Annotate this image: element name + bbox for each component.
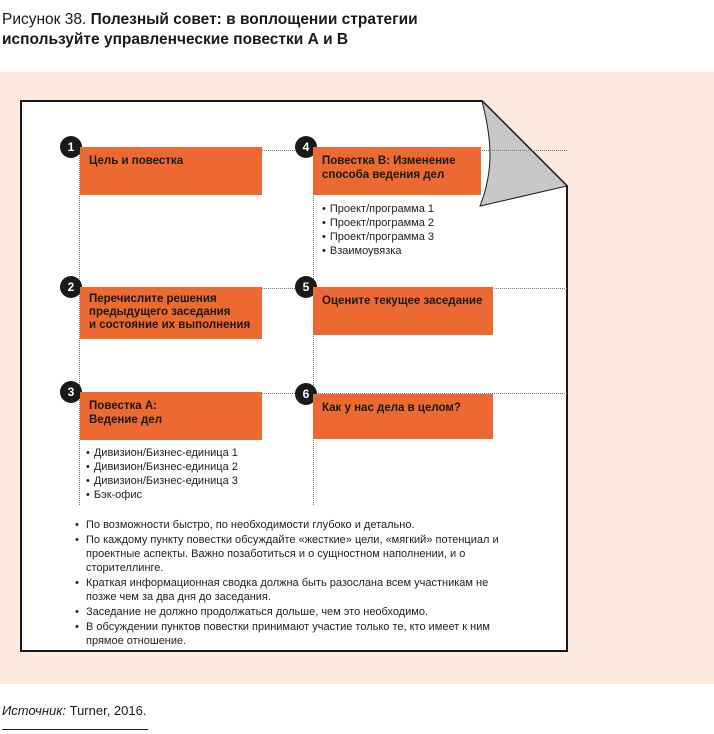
note-item: • По каждому пункту повестки обсуждайте «жесткие» цели, «мягкий» потенциал и проектные аспекты. Важно позаботиться и о сущностном наполнении, и о сторителлинге. — [74, 533, 544, 575]
step-5-box — [313, 287, 493, 335]
step-2-box — [80, 287, 262, 339]
step-3-items — [86, 446, 238, 502]
step-6-label: Как у нас дела в целом? — [322, 402, 461, 414]
step-3-label-line-1: Повестка А: — [89, 400, 157, 412]
figure-title-line-2: используйте управленческие повестки А и B — [2, 31, 349, 48]
step-5-label: Оцените текущее заседание — [322, 295, 483, 307]
step-2-badge: 2 — [60, 276, 82, 298]
note-item: • По возможности быстро, по необходимости глубоко и детально. — [74, 518, 544, 532]
note-item: • Краткая информационная сводка должна быть разослана всем участникам не позже чем за два дня до заседания. — [74, 576, 544, 604]
step-1-label: Цель и повестка — [89, 155, 184, 167]
source-text: Turner, 2016. — [66, 703, 147, 718]
source-label: Источник: — [2, 703, 66, 718]
figure-title — [2, 10, 562, 50]
step-2-label-line-3: и состояние их выполнения — [89, 319, 251, 331]
notes-list — [74, 518, 544, 649]
step-2-label-line-1: Перечислите решения — [89, 293, 217, 305]
step-1-box — [80, 147, 262, 195]
list-item: • Бэк-офис — [86, 488, 238, 502]
step-4-label-line-1: Повестка B: Изменение — [322, 155, 456, 167]
list-item: • Проект/программа 1 — [322, 202, 434, 216]
list-item: • Взаимоувязка — [322, 244, 434, 258]
list-item: • Дивизион/Бизнес-единица 2 — [86, 460, 238, 474]
step-4-box — [313, 147, 481, 195]
source-rule — [2, 729, 148, 730]
step-2-label-line-2: предыдущего заседания — [89, 306, 231, 318]
step-4-items — [322, 202, 434, 258]
figure-number: Рисунок 38. — [2, 11, 87, 28]
step-4-badge: 4 — [295, 136, 317, 158]
step-4-label-line-2: способа ведения дел — [322, 169, 445, 181]
step-5-badge: 5 — [295, 276, 317, 298]
list-item: • Дивизион/Бизнес-единица 1 — [86, 446, 238, 460]
list-item: • Дивизион/Бизнес-единица 3 — [86, 474, 238, 488]
note-item: • В обсуждении пунктов повестки принимают участие только те, кто имеет к ним прямое отношение. — [74, 620, 544, 648]
note-item: • Заседание не должно продолжаться дольше, чем это необходимо. — [74, 605, 544, 619]
step-3-box — [80, 392, 262, 440]
figure-title-line-1: Полезный совет: в воплощении стратегии — [90, 11, 418, 28]
step-1-badge: 1 — [60, 136, 82, 158]
agenda-sheet — [20, 100, 568, 652]
step-3-label-line-2: Ведение дел — [89, 414, 163, 426]
step-6-box — [313, 394, 493, 439]
list-item: • Проект/программа 2 — [322, 216, 434, 230]
source-note — [2, 703, 146, 718]
list-item: • Проект/программа 3 — [322, 230, 434, 244]
step-6-badge: 6 — [295, 383, 317, 405]
step-3-badge: 3 — [60, 381, 82, 403]
